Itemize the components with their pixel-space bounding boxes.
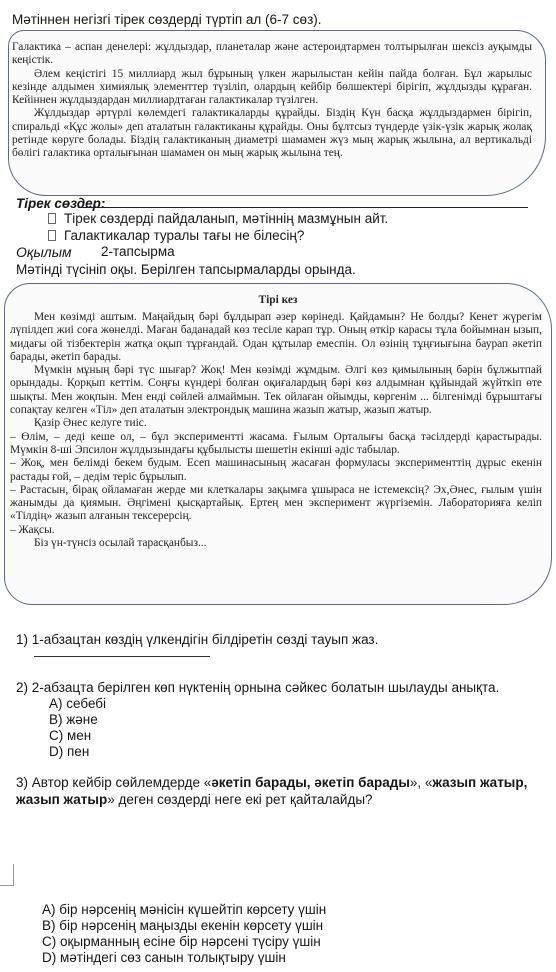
question-2-option-c[interactable]: С) мен [49,728,92,743]
checkbox-icon [48,230,56,241]
question-2-option-b[interactable]: В) және [49,712,98,727]
question-3 [16,775,527,790]
story-text [10,311,542,550]
galaxy-paragraph: Галактика – аспан денелері: жұлдыздар, планеталар және астероидтармен толтырылған шексіз ауқымды кеңістік. [12,41,532,67]
checkbox-icon [48,213,56,224]
reading-label: Оқылым [16,244,72,260]
question-3-option-c[interactable]: С) оқырманның есіне бір нәрсені түсіру үшін [42,934,321,949]
galaxy-text [12,41,532,161]
galaxy-paragraph: Әлем кеңістігі 15 миллиард жыл бұрының үлкен жарылыстан кейін пайда болған. Бұл жарылыс кезінде алдымен химиялық элементтер түзіліп, олардың кейбір бөлшектері бірігіп, жұлдызды құраған. Кейіннен жұлдыздардан миллиардтаған галактикалар түзілген. [12,67,532,107]
margin-mark [0,864,14,886]
question-3-separator: », « [409,775,433,790]
story-paragraph: – Жақсы. [10,523,55,536]
question-3-line-2 [16,792,373,807]
question-3-option-a[interactable]: А) бір нәрсенің мәнісін күшейтіп көрсету үшін [42,902,327,917]
question-1-answer-line[interactable] [34,656,210,657]
task1-question-1 [48,211,388,226]
question-3-rest: » деген сөздерді неге екі рет қайталайды? [107,792,373,807]
question-2-option-a[interactable]: А) себебі [49,696,107,711]
question-3-option-b[interactable]: В) бір нәрсенің маңызды екенін көрсету үшін [42,918,324,933]
question-3-quote-2: жазып жатыр, [432,775,528,790]
question-1: 1) 1-абзацтан көздің үлкендігін білдіретін сөзді тауып жаз. [16,632,379,647]
question-3-quote-1: әкетіп барады, әкетіп барады [211,775,410,790]
keywords-label: Тірек сөздер: [16,196,106,211]
story-paragraph: Қазір Әнес келуге тиіс. [34,417,147,430]
story-paragraph: Мүмкін мұның бәрі түс шығар? Жоқ! Мен көзімді жұмдым. Әлгі көз қимылының бәрін бұлжытпай орындады. Қорқып кеттім. Соңғы күндері болған оқиғалардың бәрі көз алдымнан құйындай жүйткіп өте шықты. Мен жоқпын. Мен енді сөйлей алмаймын. Тек ойлаған ойымды, көргенім ... білгенімді бұрыштағы сопақтау келген «Тіл» деп аталатын электрондық машина жазып жатыр, жазып жатыр. [10,364,542,417]
story-paragraph: Біз үн-түнсіз осылай тарасқанбыз... [34,537,207,550]
task1-question-2 [48,228,304,243]
story-paragraph: – Жоқ, мен белімді бекем будым. Есеп машинасының жасаған формуласы эксперименттің дұрыс екенін растады ғой, – дедім теріс бұрылып. [10,457,542,483]
question-2-option-d[interactable]: D) пен [49,744,90,759]
question-3-option-d[interactable]: D) мәтіндегі сөз санын толықтыру үшін [42,950,286,965]
question-3-prefix: 3) Автор кейбір сөйлемдерде « [16,775,212,790]
question-3-quote-2-end: жазып жатыр [16,792,108,807]
task2-instruction: Мәтінді түсініп оқы. Берілген тапсырмаларды орында. [16,262,356,277]
story-paragraph: Мен көзімді аштым. Маңайдың бәрі бұлдырап әзер көрінеді. Қайдамын? Не болды? Кенет жүрегім лүпілдеп жиі соға жөнелді. Маған баданадай көз тесіле карап тұр. Оның өткір карасы тұла бойымнан ызып, мидағы ой тізбектерін жатқа оқып тұрғандай. Одан құтылар емеспін. Ол өзінің тұңғиығына баурап әкетіп барады, әкетіп барады. [10,311,542,363]
galaxy-paragraph: Жұлдыздар әртүрлі көлемдегі галактикаларды құрайды. Біздің Күн басқа жұлдыздармен бірігіп, спиральді «Құс жолы» деп аталатын галактиканы құрайды. Оны бұлтсыз түндерде үзік-үзік жарық жолақ ретінде көруге болады. Біздің галактиканың диаметрі шамамен жүз мың жарық жылына, ал вертикальді бөлігі галактика орталығынан шамамен он мың жарық жылына тең. [12,107,532,160]
task1-question-2-text: Галактикалар туралы тағы не білесің? [64,228,305,243]
story-paragraph: – Өлім, – деді кеше ол, – бұл экспериментті жасама. Ғылым Орталығы басқа тәсілдерді қарастырады. Мүмкін 8-ші Эпсилон жұлдызындағы құбылысты шешетін екінші әдіс табылар. [10,430,542,456]
story-title: Тірі кез [258,294,298,306]
task1-title: Мәтіннен негізгі тірек сөздерді түртіп ал (6-7 сөз). [12,12,322,27]
keywords-answer-line[interactable] [78,207,528,208]
question-2: 2) 2-абзацта берілген көп нүктенің орнына сәйкес болатын шылауды анықта. [16,680,500,695]
task1-question-1-text: Тірек сөздерді пайдаланып, мәтіннің мазмұнын айт. [64,211,389,226]
story-paragraph: – Растасын, бірақ ойламаған жерде ми клеткалары зақымға ұшыраса не істемексің? Эх,Әнес, ғылым үшін жанымды да қиямын. Әңгімені қысқартайық. Ертең мен эксперимент жүргіземін. Лабораторияға келіп «Тілдің» жазып алғанын тексерерсің. [10,483,542,523]
task2-label: 2-тапсырма [101,244,175,259]
